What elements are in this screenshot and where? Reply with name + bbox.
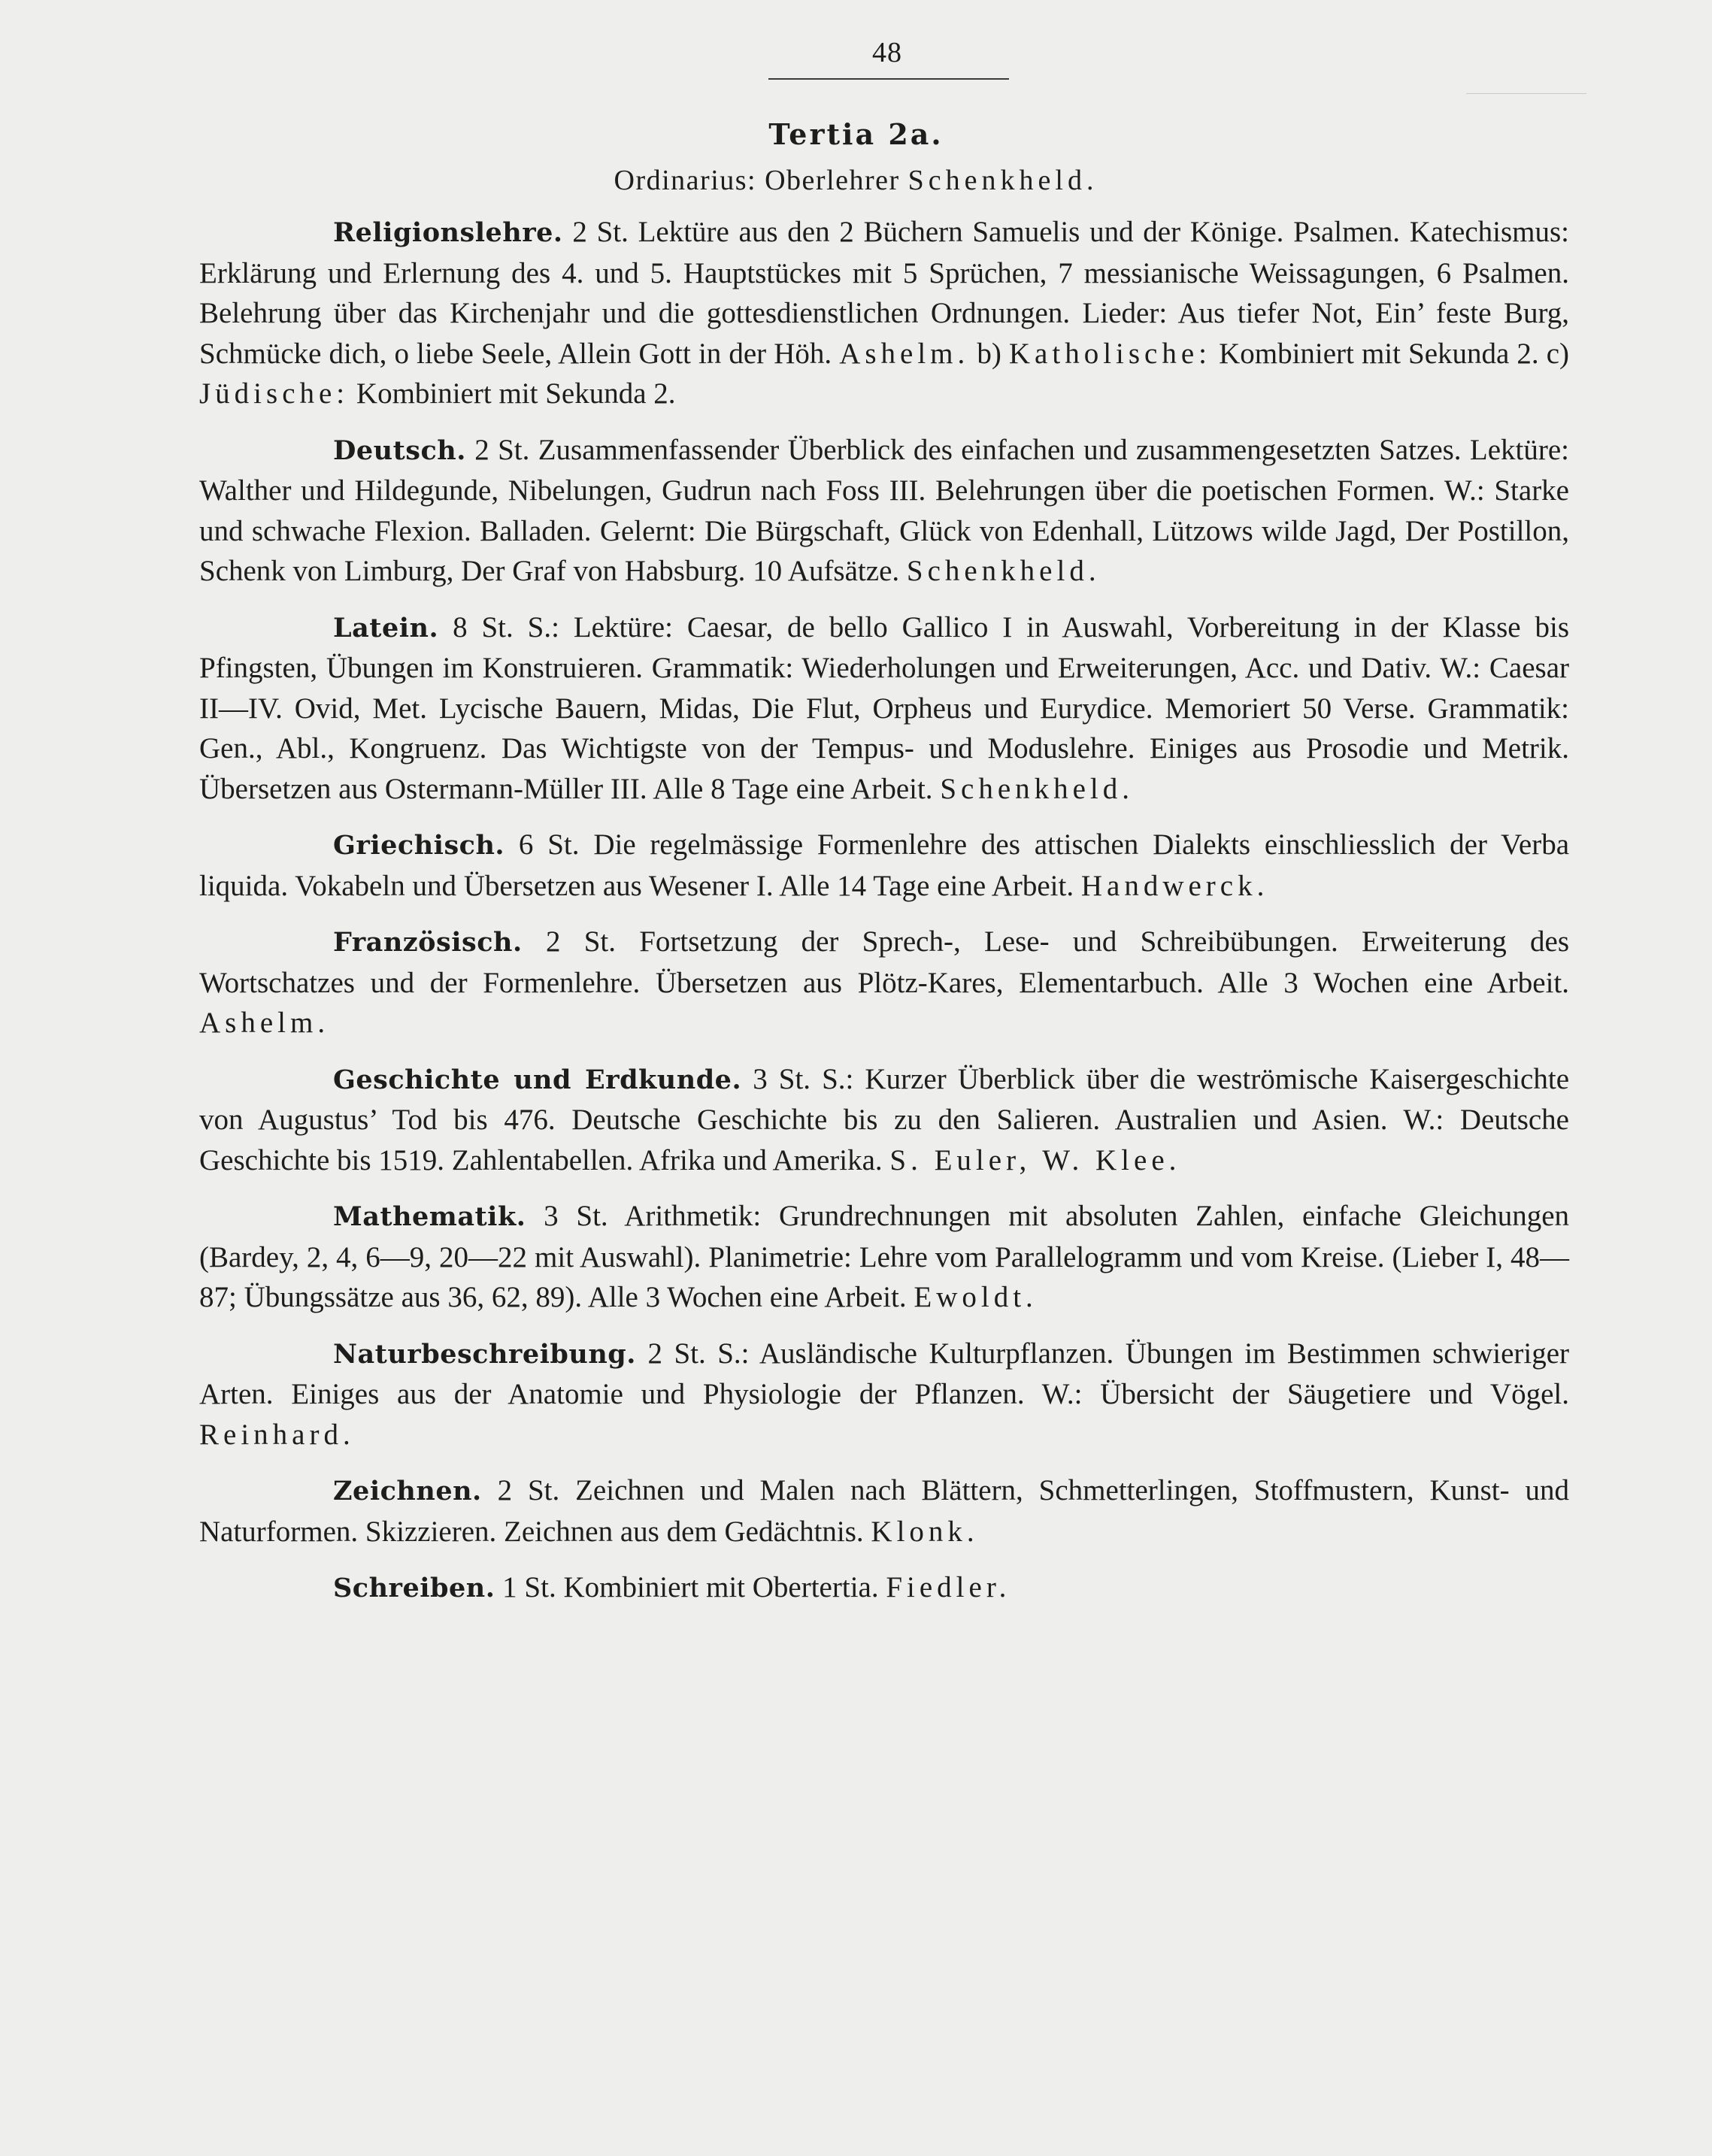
subject-text: 2 St. Zusammenfassender Überblick des einfachen und zusammengesetzten Satzes. Lektüre: Walther und Hildegunde, Nibelungen, Gudrun nach Foss III. Belehrungen über die poetischen Formen. W.: Starke und schwache Flexion. Balladen. Gelernt: Die Bürgschaft, Glück von Edenhall, Lützows wilde Jagd, Der Postillon, Schenk von Limburg, Der Graf von Habsburg. 10 Aufsätze.: [199, 433, 1569, 587]
teacher-name: Handwerck.: [1080, 869, 1269, 902]
subject-text: b): [977, 337, 1001, 370]
subject-griechisch: [199, 825, 1569, 906]
teacher-name: Klonk.: [871, 1515, 979, 1548]
teacher-name: S. Euler, W. Klee.: [889, 1143, 1181, 1176]
teacher-name: Fiedler.: [886, 1571, 1011, 1603]
subject-text: 2 St. Fortsetzung der Sprech-, Lese- und Schreibübungen. Erweiterung des Wortschatzes und der Formenlehre. Übersetzen aus Plötz-Kares, Elementarbuch. Alle 3 Wochen eine Arbeit.: [199, 925, 1570, 999]
subject-text: 2 St. Lektüre aus den 2 Büchern Samuelis und der Könige. Psalmen. Katechismus: Erklärung und Erlernung des 4. und 5. Hauptstückes mit 5 Sprüchen, 7 messianische Weissagungen, 6 Psalmen. Belehrung über das Kirchenjahr und die gottesdienstlichen Ordnungen. Lieder: Aus tiefer Not, Ein’ feste Burg, Schmücke dich, o liebe Seele, Allein Gott in der Höh.: [199, 216, 1570, 370]
subject-heading: Geschichte und Erdkunde.: [333, 1064, 742, 1095]
subject-heading: Naturbeschreibung.: [333, 1338, 636, 1370]
subject-text: 3 St. Arithmetik: Grundrechnungen mit absoluten Zahlen, einfache Gleichungen (Bardey, 2, 4, 6—9, 20—22 mit Auswahl). Planimetrie: Lehre vom Parallelogramm und vom Kreise. (Lieber I, 48—87; Übungssätze aus 36, 62, 89). Alle 3 Wochen eine Arbeit.: [199, 1200, 1570, 1313]
subject-franzoesisch: [199, 922, 1569, 1043]
subject-religionslehre: [199, 212, 1569, 414]
confession-label: Jüdische:: [199, 377, 350, 410]
subject-text: Kombiniert mit Sekunda 2.: [356, 377, 676, 410]
ordinarius-name: Schenkheld.: [908, 165, 1098, 196]
subject-text: 6 St. Die regelmässige Formenlehre des attischen Dialekts einschliesslich der Verba liquida. Vokabeln und Übersetzen aus Wesener I. Alle 14 Tage eine Arbeit.: [199, 828, 1570, 902]
subject-naturbeschreibung: [199, 1334, 1569, 1455]
ordinarius-label: Ordinarius: Oberlehrer: [614, 165, 900, 196]
page-number: 48: [872, 37, 902, 68]
subject-text: 1 St. Kombiniert mit Obertertia.: [502, 1571, 879, 1603]
subject-schreiben: [199, 1567, 1569, 1609]
subject-heading: Deutsch.: [333, 435, 466, 466]
subject-heading: Schreiben.: [333, 1573, 495, 1603]
teacher-name: Ashelm.: [199, 1007, 330, 1039]
teacher-name: Schenkheld.: [906, 555, 1101, 587]
subject-heading: Französisch.: [333, 927, 523, 958]
subject-heading: Zeichnen.: [333, 1476, 482, 1506]
teacher-name: Ewoldt.: [914, 1281, 1038, 1313]
teacher-name: Reinhard.: [199, 1418, 355, 1451]
confession-label: Katholische:: [1008, 337, 1212, 370]
subject-deutsch: [199, 430, 1569, 592]
subject-geschichte-erdkunde: [199, 1059, 1569, 1181]
section-title: Tertia 2a.: [768, 117, 944, 151]
subject-heading: Religionslehre.: [333, 217, 563, 248]
teacher-name: Ashelm.: [839, 337, 970, 370]
header-rule: [768, 78, 1009, 80]
subject-latein: [199, 607, 1569, 810]
subject-zeichnen: [199, 1470, 1569, 1552]
ordinarius-line: [0, 164, 1712, 197]
teacher-name: Schenkheld.: [940, 772, 1135, 805]
subject-heading: Latein.: [333, 612, 439, 643]
subject-heading: Griechisch.: [333, 830, 505, 861]
subject-text: Kombiniert mit Sekunda 2. c): [1219, 337, 1569, 370]
subject-text: 3 St. S.: Kurzer Überblick über die weströmische Kaisergeschichte von Augustus’ Tod bis 476. Deutsche Geschichte bis zu den Salieren. Australien und Asien. W.: Deutsche Geschichte bis 1519. Zahlentabellen. Afrika und Amerika.: [199, 1062, 1569, 1176]
subject-text: 8 St. S.: Lektüre: Caesar, de bello Gallico I in Auswahl, Vorbereitung in der Klasse bis Pfingsten, Übungen im Konstruieren. Grammatik: Wiederholungen und Erweiterungen, Acc. und Dativ. W.: Caesar II—IV. Ovid, Met. Lycische Bauern, Midas, Die Flut, Orpheus und Eurydice. Memoriert 50 Verse. Grammatik: Gen., Abl., Kongruenz. Das Wichtigste von der Tempus- und Moduslehre. Einiges aus Prosodie und Metrik. Übersetzen aus Ostermann-Müller III. Alle 8 Tage eine Arbeit.: [199, 610, 1570, 805]
subject-mathematik: [199, 1196, 1569, 1318]
subject-text: 2 St. S.: Ausländische Kulturpflanzen. Übungen im Bestimmen schwieriger Arten. Einiges aus der Anatomie und Physiologie der Pflanzen. W.: Übersicht der Säugetiere und Vögel.: [199, 1337, 1570, 1410]
faint-rule: [1466, 93, 1586, 94]
subject-heading: Mathematik.: [333, 1201, 526, 1232]
subject-text: 2 St. Zeichnen und Malen nach Blättern, Schmetterlingen, Stoffmustern, Kunst- und Naturformen. Skizzieren. Zeichnen aus dem Gedächtnis.: [199, 1474, 1569, 1548]
curriculum-body: [199, 212, 1569, 1625]
